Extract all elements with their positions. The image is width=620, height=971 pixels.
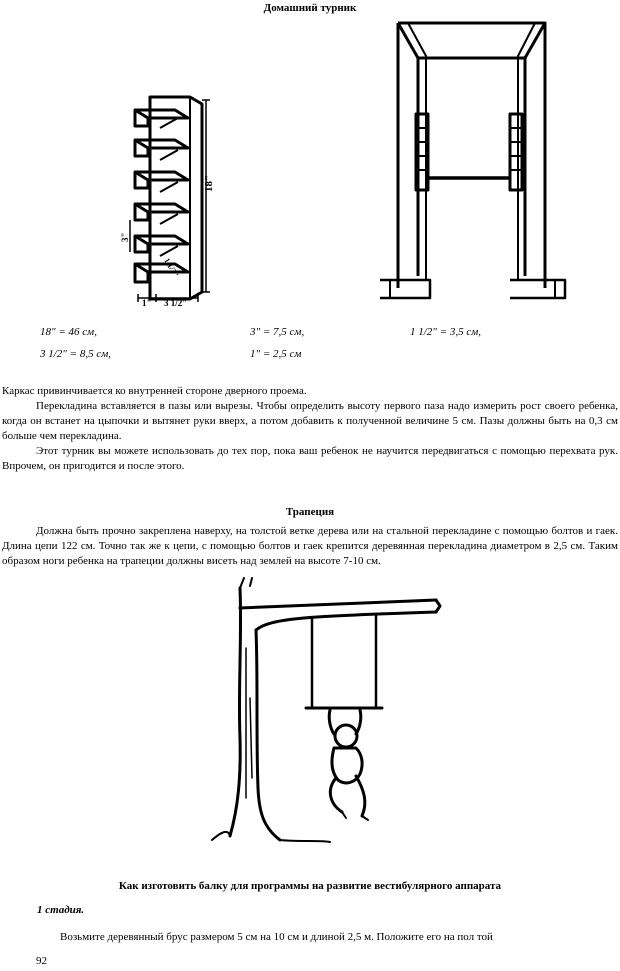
label-height: 18": [203, 174, 215, 192]
paragraph-beam: Возьмите деревянный брус размером 5 см на 10 см и длиной 2,5 м. Положите его на пол той: [60, 931, 493, 943]
page-number: 92: [36, 955, 47, 967]
paragraph-trapeze: Должна быть прочно закреплена наверху, на толстой ветке дерева или на стальной перекладине с помощью болтов и гаек. Длина цепи 122 см. Точно так же к цепи, с помощью болтов и гаек крепится деревянная перекладина диаметром в 2,5 см. Таким образом ноги ребенка на трапеции должны висеть над землей на высоте 7-10 см.: [2, 525, 618, 567]
label-notch: 3": [120, 232, 130, 242]
paragraph-frame: Каркас привинчивается ко внутренней стороне дверного проема.: [2, 385, 307, 397]
caption-3: 3" = 7,5 см,: [250, 326, 305, 338]
caption-1: 1" = 2,5 см: [250, 348, 302, 360]
paragraph-usage: Этот турник вы можете использовать до тех пор, пока ваш ребенок не научится передвигаться с помощью перехвата рук. Впрочем, он пригодится и после этого.: [2, 445, 618, 472]
caption-3-1-2: 3 1/2" = 8,5 см,: [40, 348, 112, 360]
stage-label: 1 стадия.: [37, 904, 85, 916]
caption-18: 18" = 46 см,: [40, 326, 97, 338]
label-depth: 1 1/2": [162, 256, 181, 279]
label-width-2: 3 1/2": [164, 298, 188, 308]
section-title-home-bar: Домашний турник: [263, 2, 357, 14]
paragraph-crossbar: Перекладина вставляется в пазы или вырезы. Чтобы определить высоту первого паза надо измерить рост своего ребенка, когда он встанет на цыпочки и вытянет руки вверх, а потом добавить к полученной величине 5 см. Пазы должны быть на 0,3 см больше чем перекладина.: [2, 400, 618, 442]
label-width-1: 1": [142, 298, 152, 308]
section-title-trapeze: Трапеция: [285, 506, 335, 518]
door-frame-figure: [360, 18, 580, 308]
caption-1-1-2: 1 1/2" = 3,5 см,: [410, 326, 482, 338]
section-title-beam: Как изготовить балку для программы на развитие вестибулярного аппарата: [118, 880, 502, 892]
bracket-figure: [120, 92, 215, 308]
trapeze-figure: [200, 578, 450, 848]
